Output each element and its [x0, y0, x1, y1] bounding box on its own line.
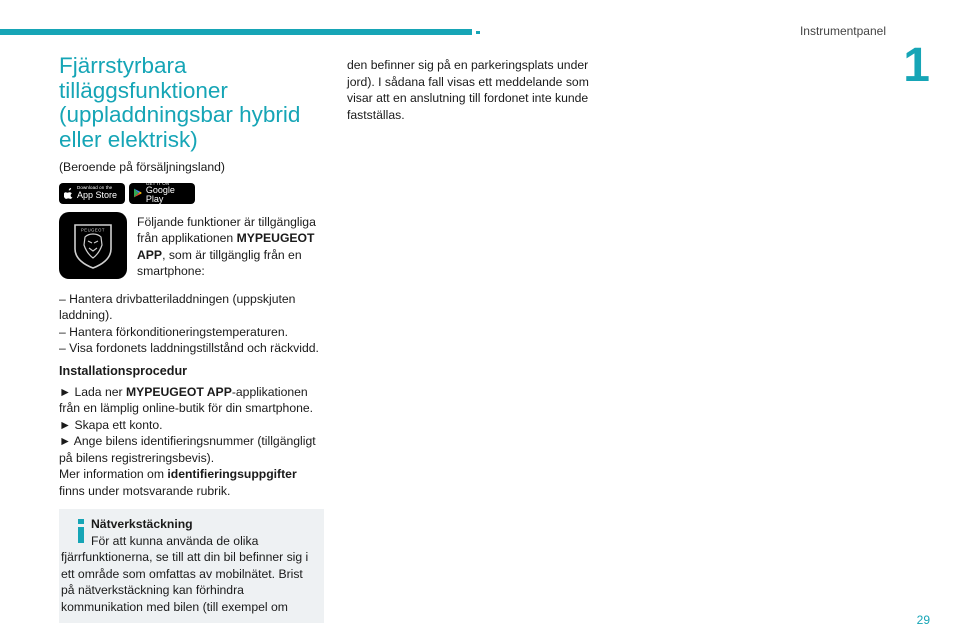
- info-title: Nätverkstäckning: [91, 517, 193, 531]
- section-title: Instrumentpanel: [799, 24, 886, 38]
- header-accent-dot: [476, 31, 480, 34]
- step-1-pre: ► Lada ner: [59, 384, 126, 399]
- info-body: fjärrfunktionerna, se till att din bil befinner sig i ett område som omfattas av mobilnätet. Brist på nätverkstäckning kan förhindra kommunikation med bilen (till exempel om: [61, 550, 309, 614]
- left-column: [59, 54, 324, 623]
- apple-icon: [64, 188, 73, 199]
- page-number: 29: [916, 613, 930, 627]
- app-intro: [59, 212, 324, 280]
- chapter-number: 1: [903, 39, 930, 92]
- install-heading: Installationsprocedur: [59, 363, 188, 378]
- network-info-box: [59, 509, 324, 623]
- app-store-badge[interactable]: [59, 183, 125, 204]
- apple-badge-small-text: Download on the: [77, 185, 113, 191]
- google-play-badge[interactable]: [129, 180, 195, 205]
- step-1: [59, 384, 324, 417]
- feature-list: [59, 291, 324, 357]
- list-item: – Hantera drivbatteriladdningen (uppskjuten laddning).: [59, 291, 296, 322]
- more-info: [59, 466, 324, 499]
- header-accent-bar: [0, 29, 472, 35]
- more-info-link-text: identifieringsuppgifter: [167, 467, 297, 481]
- more-info-pre: Mer information om: [59, 467, 168, 481]
- step-2: ► Skapa ett konto.: [59, 417, 163, 432]
- more-info-post: finns under motsvarande rubrik.: [59, 483, 231, 498]
- google-badge-small-text: GET IT ON: [145, 180, 170, 186]
- intro-app-name: MYPEUGEOT APP: [137, 231, 315, 262]
- store-badges: [59, 180, 324, 205]
- intro-text-pre: Följande funktioner är tillgängliga från applikationen: [137, 214, 316, 245]
- google-badge-big-text: Google Play: [145, 185, 175, 205]
- step-1-post: -applikationen från en lämplig online-butik för din smartphone.: [59, 384, 314, 415]
- google-play-icon: [134, 188, 142, 198]
- intro-text-post: , som är tillgänglig från en smartphone:: [137, 247, 302, 278]
- list-item: – Visa fordonets laddningstillstånd och räckvidd.: [59, 341, 319, 355]
- right-column: [347, 57, 595, 123]
- list-item: – Hantera förkonditioneringstemperaturen.: [59, 324, 288, 339]
- peugeot-lion-logo: [71, 221, 115, 269]
- info-first-line: För att kunna använda de olika: [91, 533, 259, 548]
- step-3: ► Ange bilens identifieringsnummer (tillgängligt på bilens registreringsbevis).: [59, 434, 316, 465]
- continued-text: den befinner sig på en parkeringsplats under jord). I sådana fall visas ett meddelande som visar att en anslutning till fordonet inte kunde fastställas.: [347, 58, 589, 122]
- apple-badge-big-text: App Store: [77, 189, 118, 200]
- app-description: [137, 214, 324, 280]
- page-title: Fjärrstyrbara tilläggsfunktioner (uppladdningsbar hybrid eller elektrisk): [59, 53, 301, 152]
- step-1-app-name: MYPEUGEOT APP: [125, 384, 232, 399]
- subtitle: (Beroende på försäljningsland): [59, 160, 225, 174]
- info-icon: [73, 519, 89, 543]
- install-steps: [59, 384, 324, 500]
- app-logo-text: PEUGEOT: [81, 227, 105, 233]
- mypeugeot-app-icon: [59, 212, 127, 279]
